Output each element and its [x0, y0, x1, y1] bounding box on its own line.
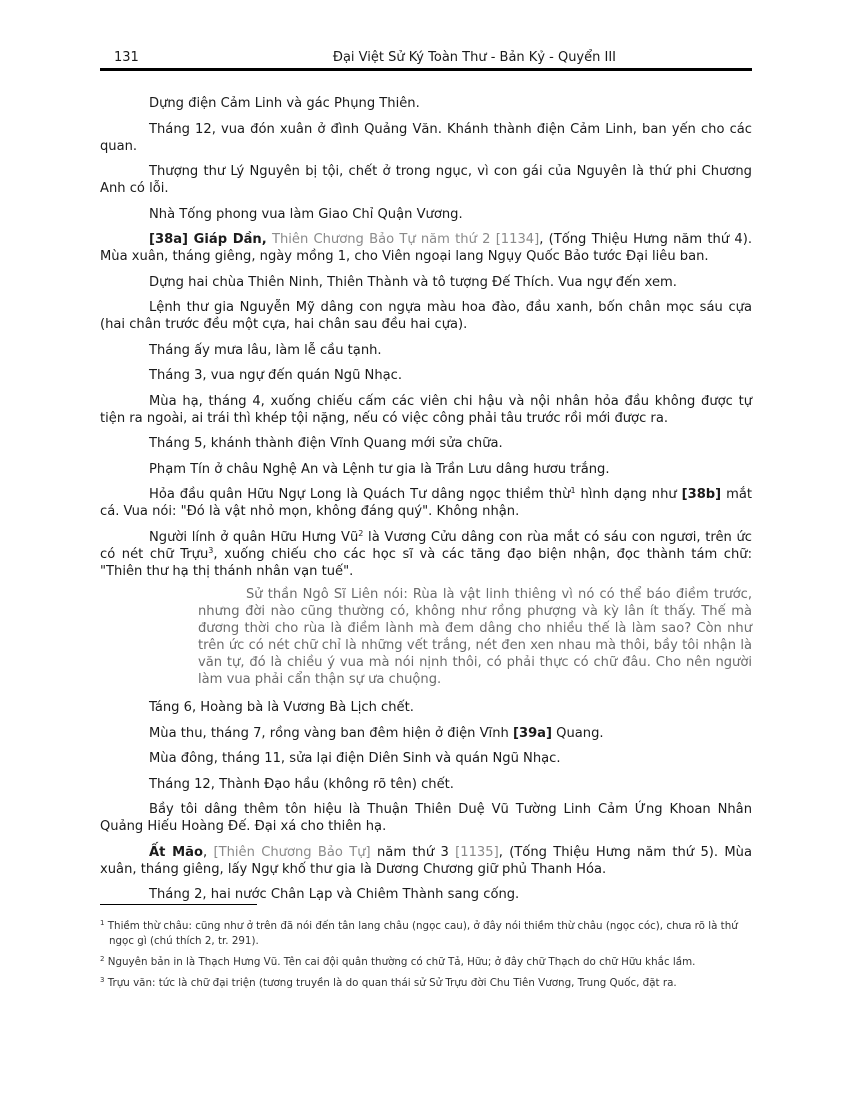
footnote-number: 1	[100, 919, 105, 927]
paragraph: Tháng 12, Thành Đạo hầu (không rõ tên) chết.	[149, 776, 454, 792]
year-heading: Ất Mão	[149, 844, 203, 860]
paragraph-year-entry	[100, 844, 752, 878]
paragraph	[100, 486, 752, 520]
paragraph: Lệnh thư gia Nguyễn Mỹ dâng con ngựa màu hoa đào, đầu xanh, bốn chân mọc sáu cựa (hai chân trước đều một cựa, hai chân sau đều hai cựa).	[100, 300, 752, 332]
header-rule	[100, 68, 752, 71]
paragraph-text: hình dạng như	[575, 487, 682, 502]
paragraph-text: , (Tống Thiệu Hưng năm thứ 5). Mùa xuân, tháng giêng, lấy Ngự khố thư gia là Dương Chương giữ phủ Thanh Hóa.	[100, 844, 752, 877]
paragraph-year-entry	[100, 231, 752, 265]
paragraph: Tháng 2, hai nước Chân Lạp và Chiêm Thành sang cống.	[149, 887, 520, 902]
footnote	[100, 919, 752, 949]
footnote-number: 3	[100, 976, 105, 984]
paragraph: Tháng ấy mưa lâu, làm lễ cầu tạnh.	[149, 342, 382, 358]
footnote	[100, 976, 752, 991]
paragraph-text: Hỏa đầu quân Hữu Ngự Long là Quách Tư dâng ngọc thiềm thừ	[149, 487, 571, 502]
footnotes	[100, 919, 752, 997]
paragraph: Bầy tôi dâng thêm tôn hiệu là Thuận Thiên Duệ Vũ Tường Linh Cảm Ứng Khoan Nhân Quảng Hiếu Hoàng Đế. Đại xá cho thiên hạ.	[100, 802, 752, 834]
era-reference: [Thiên Chương Bảo Tự]	[213, 844, 371, 860]
paragraph-text: , (Tống Thiệu Hưng năm thứ 4). Mùa xuân, tháng giêng, ngày mồng 1, cho Viên ngoại lang Ngụy Quốc Bảo tước Đại liêu ban.	[100, 232, 752, 264]
paragraph-text: , xuống chiếu cho các học sĩ và các tăng đạo biện nhận, đọc thành tám chữ: "Thiên thư hạ thị thánh nhân vạn tuế".	[100, 546, 752, 579]
body-text	[100, 95, 752, 912]
paragraph: Nhà Tống phong vua làm Giao Chỉ Quận Vương.	[149, 206, 463, 222]
footnote-ref[interactable]: 3	[208, 545, 214, 555]
page-header	[100, 50, 752, 68]
paragraph: Dựng hai chùa Thiên Ninh, Thiên Thành và tô tượng Đế Thích. Vua ngự đến xem.	[149, 274, 677, 290]
paragraph: Tháng 12, vua đón xuân ở đình Quảng Văn. Khánh thành điện Cảm Linh, ban yến cho các quan.	[100, 121, 752, 154]
historian-commentary: Sử thần Ngô Sĩ Liên nói: Rùa là vật linh thiêng vì nó có thể báo điềm trước, nhưng đời nào cũng thường có, không như rồng phượng và kỳ lân ít thấy. Thế mà đương thời cho rùa là điềm lành mà đem dâng cho nhiều thế là làm sao? Còn như trên ức có nét chữ chỉ là những vết trắng, nét đen xen nhau mà thôi, bầy tôi nhận là văn tự, đó là chiều ý vua mà nói nịnh thôi, có phải thực có chữ đâu. Cho nên người làm vua phải cẩn thận sự ưa chuộng.	[198, 587, 752, 687]
paragraph: Phạm Tín ở châu Nghệ An và Lệnh tư gia là Trần Lưu dâng hươu trắng.	[149, 461, 610, 477]
paragraph-text: là Vương Cửu dâng con rùa mắt có sáu con ngươi, trên ức có nét chữ Trựu	[100, 529, 752, 562]
footnote	[100, 955, 752, 970]
paragraph: Mùa đông, tháng 11, sửa lại điện Diên Sinh và quán Ngũ Nhạc.	[149, 751, 561, 766]
paragraph-text: năm thứ 3	[370, 844, 456, 860]
footnote-ref[interactable]: 2	[358, 528, 364, 538]
footnote-number: 2	[100, 955, 105, 963]
era-reference: Thiên Chương Bảo Tự năm thứ 2 [1134]	[271, 232, 540, 247]
folio-marker: [39a]	[512, 725, 552, 741]
paragraph: Táng 6, Hoàng bà là Vương Bà Lịch chết.	[149, 700, 414, 715]
paragraph-text: Mùa thu, tháng 7, rồng vàng ban đêm hiện ở điện Vĩnh	[149, 725, 513, 741]
paragraph-text: mắt cá. Vua nói: "Đó là vật nhỏ mọn, không đáng quý". Không nhận.	[100, 487, 753, 519]
footnote-rule	[100, 904, 257, 905]
paragraph: Tháng 3, vua ngự đến quán Ngũ Nhạc.	[149, 368, 403, 383]
year-heading: [38a] Giáp Dần,	[149, 232, 267, 247]
paragraph: Mùa hạ, tháng 4, xuống chiếu cấm các viên chi hậu và nội nhân hỏa đầu không được tự tiện ra ngoài, ai trái thì khép tội nặng, nếu có việc công phải tâu trước rồi mới được ra.	[100, 393, 752, 426]
folio-marker: [38b]	[681, 487, 722, 502]
paragraph: Dựng điện Cảm Linh và gác Phụng Thiên.	[149, 96, 420, 111]
page-number: 131	[114, 50, 139, 65]
paragraph	[100, 725, 752, 742]
era-reference: [1135]	[455, 844, 499, 860]
footnote-text: Nguyên bản in là Thạch Hưng Vũ. Tên cai đội quân thường có chữ Tả, Hữu; ở đây chữ Thạch do chữ Hữu khắc lầm.	[107, 956, 696, 968]
paragraph	[100, 529, 752, 580]
footnote-text: Thiềm thừ châu: cũng như ở trên đã nói đến tân lang châu (ngọc cau), ở đây nói thiềm thừ châu (ngọc cóc), chưa rõ là thứ ngọc gì (chú thích 2, tr. 291).	[107, 920, 738, 947]
footnote-ref[interactable]: 1	[570, 486, 576, 495]
paragraph: Tháng 5, khánh thành điện Vĩnh Quang mới sửa chữa.	[149, 436, 503, 451]
paragraph-text: Quang.	[552, 725, 604, 741]
running-title: Đại Việt Sử Ký Toàn Thư - Bản Kỷ - Quyển III	[332, 50, 616, 65]
footnote-text: Trựu văn: tức là chữ đại triện (tương truyền là do quan thái sử Sử Trựu đời Chu Tiên Vương, Trung Quốc, đặt ra.	[107, 977, 677, 989]
paragraph-text: Người lính ở quân Hữu Hưng Vũ	[149, 529, 359, 545]
paragraph: Thượng thư Lý Nguyên bị tội, chết ở trong ngục, vì con gái của Nguyên là thứ phi Chương Anh có lỗi.	[100, 164, 752, 196]
paragraph-text: ,	[202, 844, 214, 860]
